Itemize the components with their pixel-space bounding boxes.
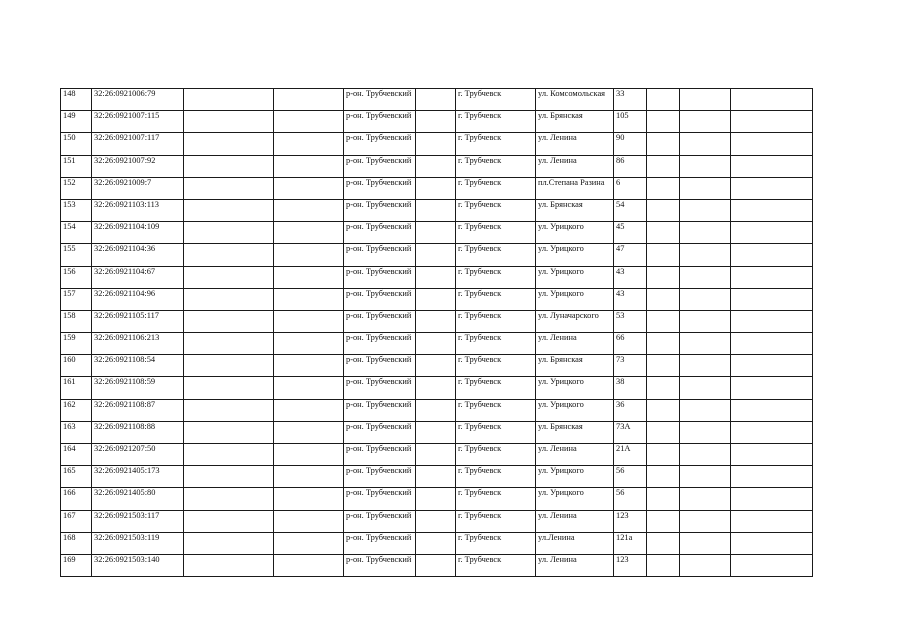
empty-cell — [274, 466, 344, 488]
cadastral-number-cell: 32:26:0921105:117 — [92, 310, 184, 332]
empty-cell — [274, 244, 344, 266]
district-cell: р-он. Трубчевский — [344, 199, 416, 221]
table-row — [61, 266, 813, 288]
cadastral-number-cell: 32:26:0921108:87 — [92, 399, 184, 421]
empty-cell — [647, 510, 680, 532]
empty-cell — [184, 355, 274, 377]
empty-cell — [184, 111, 274, 133]
house-number-cell: 56 — [614, 466, 647, 488]
empty-cell — [680, 510, 731, 532]
table-row — [61, 155, 813, 177]
table-row — [61, 111, 813, 133]
empty-cell — [647, 89, 680, 111]
house-number-cell: 47 — [614, 244, 647, 266]
cadastral-number-cell: 32:26:0921009:7 — [92, 177, 184, 199]
table-row — [61, 310, 813, 332]
street-cell: ул. Урицкого — [536, 288, 614, 310]
empty-cell — [184, 199, 274, 221]
empty-cell — [647, 421, 680, 443]
empty-cell — [731, 266, 813, 288]
empty-cell — [647, 333, 680, 355]
cadastral-number-cell: 32:26:0921503:119 — [92, 532, 184, 554]
city-cell: г. Трубчевск — [456, 111, 536, 133]
cadastral-number-cell: 32:26:0921104:96 — [92, 288, 184, 310]
empty-cell — [647, 288, 680, 310]
city-cell: г. Трубчевск — [456, 444, 536, 466]
empty-cell — [184, 532, 274, 554]
cadastral-number-cell: 32:26:0921007:117 — [92, 133, 184, 155]
empty-cell — [731, 133, 813, 155]
empty-cell — [416, 488, 456, 510]
table-row — [61, 421, 813, 443]
district-cell: р-он. Трубчевский — [344, 310, 416, 332]
cadastral-number-cell: 32:26:0921405:173 — [92, 466, 184, 488]
table-row — [61, 554, 813, 576]
empty-cell — [184, 399, 274, 421]
district-cell: р-он. Трубчевский — [344, 333, 416, 355]
district-cell: р-он. Трубчевский — [344, 466, 416, 488]
empty-cell — [680, 310, 731, 332]
city-cell: г. Трубчевск — [456, 554, 536, 576]
house-number-cell: 45 — [614, 222, 647, 244]
district-cell: р-он. Трубчевский — [344, 377, 416, 399]
table-row — [61, 89, 813, 111]
empty-cell — [416, 421, 456, 443]
house-number-cell: 53 — [614, 310, 647, 332]
house-number-cell: 38 — [614, 377, 647, 399]
empty-cell — [731, 89, 813, 111]
house-number-cell: 121а — [614, 532, 647, 554]
city-cell: г. Трубчевск — [456, 466, 536, 488]
empty-cell — [647, 266, 680, 288]
empty-cell — [647, 466, 680, 488]
empty-cell — [647, 488, 680, 510]
empty-cell — [416, 554, 456, 576]
house-number-cell: 21А — [614, 444, 647, 466]
house-number-cell: 123 — [614, 554, 647, 576]
empty-cell — [416, 133, 456, 155]
street-cell: ул. Урицкого — [536, 466, 614, 488]
house-number-cell: 123 — [614, 510, 647, 532]
city-cell: г. Трубчевск — [456, 399, 536, 421]
street-cell: ул. Урицкого — [536, 399, 614, 421]
empty-cell — [416, 199, 456, 221]
empty-cell — [184, 89, 274, 111]
cadastral-number-cell: 32:26:0921006:79 — [92, 89, 184, 111]
empty-cell — [647, 355, 680, 377]
cadastral-number-cell: 32:26:0921108:54 — [92, 355, 184, 377]
empty-cell — [184, 288, 274, 310]
row-number-cell: 166 — [61, 488, 92, 510]
empty-cell — [680, 222, 731, 244]
empty-cell — [647, 244, 680, 266]
empty-cell — [731, 222, 813, 244]
empty-cell — [416, 510, 456, 532]
street-cell: ул. Брянская — [536, 355, 614, 377]
empty-cell — [416, 244, 456, 266]
empty-cell — [274, 288, 344, 310]
row-number-cell: 168 — [61, 532, 92, 554]
empty-cell — [184, 554, 274, 576]
table-row — [61, 133, 813, 155]
empty-cell — [274, 554, 344, 576]
table-row — [61, 244, 813, 266]
table-row — [61, 199, 813, 221]
district-cell: р-он. Трубчевский — [344, 510, 416, 532]
empty-cell — [274, 177, 344, 199]
row-number-cell: 157 — [61, 288, 92, 310]
table-row — [61, 488, 813, 510]
house-number-cell: 66 — [614, 333, 647, 355]
empty-cell — [274, 199, 344, 221]
empty-cell — [274, 532, 344, 554]
district-cell: р-он. Трубчевский — [344, 222, 416, 244]
city-cell: г. Трубчевск — [456, 155, 536, 177]
empty-cell — [680, 111, 731, 133]
empty-cell — [731, 532, 813, 554]
cadastral-number-cell: 32:26:0921405:80 — [92, 488, 184, 510]
row-number-cell: 151 — [61, 155, 92, 177]
district-cell: р-он. Трубчевский — [344, 444, 416, 466]
row-number-cell: 167 — [61, 510, 92, 532]
empty-cell — [416, 266, 456, 288]
empty-cell — [731, 466, 813, 488]
district-cell: р-он. Трубчевский — [344, 532, 416, 554]
district-cell: р-он. Трубчевский — [344, 111, 416, 133]
empty-cell — [416, 532, 456, 554]
house-number-cell: 73А — [614, 421, 647, 443]
street-cell: пл.Степана Разина — [536, 177, 614, 199]
empty-cell — [647, 554, 680, 576]
row-number-cell: 155 — [61, 244, 92, 266]
empty-cell — [680, 554, 731, 576]
empty-cell — [184, 421, 274, 443]
empty-cell — [680, 288, 731, 310]
row-number-cell: 149 — [61, 111, 92, 133]
street-cell: ул. Брянская — [536, 111, 614, 133]
house-number-cell: 6 — [614, 177, 647, 199]
empty-cell — [274, 421, 344, 443]
table-row — [61, 177, 813, 199]
empty-cell — [184, 488, 274, 510]
district-cell: р-он. Трубчевский — [344, 421, 416, 443]
empty-cell — [184, 133, 274, 155]
empty-cell — [680, 199, 731, 221]
street-cell: ул. Урицкого — [536, 488, 614, 510]
street-cell: ул. Ленина — [536, 133, 614, 155]
row-number-cell: 165 — [61, 466, 92, 488]
empty-cell — [680, 444, 731, 466]
cadastral-number-cell: 32:26:0921103:113 — [92, 199, 184, 221]
cadastral-number-cell: 32:26:0921503:140 — [92, 554, 184, 576]
city-cell: г. Трубчевск — [456, 244, 536, 266]
city-cell: г. Трубчевск — [456, 377, 536, 399]
empty-cell — [731, 199, 813, 221]
empty-cell — [647, 222, 680, 244]
empty-cell — [416, 89, 456, 111]
empty-cell — [680, 421, 731, 443]
empty-cell — [680, 333, 731, 355]
empty-cell — [680, 488, 731, 510]
empty-cell — [680, 155, 731, 177]
empty-cell — [731, 554, 813, 576]
empty-cell — [184, 444, 274, 466]
district-cell: р-он. Трубчевский — [344, 399, 416, 421]
city-cell: г. Трубчевск — [456, 177, 536, 199]
empty-cell — [647, 310, 680, 332]
row-number-cell: 164 — [61, 444, 92, 466]
empty-cell — [680, 244, 731, 266]
empty-cell — [416, 155, 456, 177]
cadastral-number-cell: 32:26:0921104:109 — [92, 222, 184, 244]
table-row — [61, 532, 813, 554]
empty-cell — [274, 133, 344, 155]
empty-cell — [680, 355, 731, 377]
empty-cell — [731, 244, 813, 266]
city-cell: г. Трубчевск — [456, 288, 536, 310]
row-number-cell: 154 — [61, 222, 92, 244]
row-number-cell: 161 — [61, 377, 92, 399]
empty-cell — [731, 421, 813, 443]
empty-cell — [274, 377, 344, 399]
district-cell: р-он. Трубчевский — [344, 266, 416, 288]
street-cell: ул. Луначарского — [536, 310, 614, 332]
street-cell: ул.Ленина — [536, 532, 614, 554]
district-cell: р-он. Трубчевский — [344, 355, 416, 377]
property-register-table — [60, 88, 813, 577]
empty-cell — [680, 133, 731, 155]
city-cell: г. Трубчевск — [456, 510, 536, 532]
empty-cell — [184, 510, 274, 532]
row-number-cell: 148 — [61, 89, 92, 111]
cadastral-number-cell: 32:26:0921108:59 — [92, 377, 184, 399]
empty-cell — [647, 399, 680, 421]
street-cell: ул. Брянская — [536, 199, 614, 221]
table-body — [61, 89, 813, 577]
empty-cell — [274, 222, 344, 244]
row-number-cell: 163 — [61, 421, 92, 443]
house-number-cell: 54 — [614, 199, 647, 221]
street-cell: ул. Ленина — [536, 444, 614, 466]
empty-cell — [647, 177, 680, 199]
house-number-cell: 43 — [614, 266, 647, 288]
cadastral-number-cell: 32:26:0921007:92 — [92, 155, 184, 177]
district-cell: р-он. Трубчевский — [344, 488, 416, 510]
cadastral-number-cell: 32:26:0921503:117 — [92, 510, 184, 532]
row-number-cell: 162 — [61, 399, 92, 421]
empty-cell — [680, 532, 731, 554]
empty-cell — [184, 466, 274, 488]
street-cell: ул. Ленина — [536, 333, 614, 355]
house-number-cell: 43 — [614, 288, 647, 310]
cadastral-number-cell: 32:26:0921007:115 — [92, 111, 184, 133]
empty-cell — [274, 89, 344, 111]
street-cell: ул. Ленина — [536, 554, 614, 576]
empty-cell — [416, 377, 456, 399]
district-cell: р-он. Трубчевский — [344, 244, 416, 266]
district-cell: р-он. Трубчевский — [344, 133, 416, 155]
empty-cell — [647, 155, 680, 177]
table-row — [61, 377, 813, 399]
table-row — [61, 222, 813, 244]
empty-cell — [274, 111, 344, 133]
city-cell: г. Трубчевск — [456, 488, 536, 510]
empty-cell — [680, 177, 731, 199]
empty-cell — [647, 199, 680, 221]
city-cell: г. Трубчевск — [456, 532, 536, 554]
house-number-cell: 73 — [614, 355, 647, 377]
empty-cell — [731, 399, 813, 421]
empty-cell — [184, 177, 274, 199]
empty-cell — [680, 399, 731, 421]
district-cell: р-он. Трубчевский — [344, 155, 416, 177]
empty-cell — [647, 444, 680, 466]
house-number-cell: 56 — [614, 488, 647, 510]
empty-cell — [416, 222, 456, 244]
row-number-cell: 159 — [61, 333, 92, 355]
street-cell: ул. Ленина — [536, 510, 614, 532]
house-number-cell: 36 — [614, 399, 647, 421]
empty-cell — [416, 399, 456, 421]
empty-cell — [416, 444, 456, 466]
row-number-cell: 169 — [61, 554, 92, 576]
empty-cell — [731, 333, 813, 355]
empty-cell — [731, 377, 813, 399]
district-cell: р-он. Трубчевский — [344, 177, 416, 199]
empty-cell — [184, 155, 274, 177]
empty-cell — [647, 532, 680, 554]
empty-cell — [647, 111, 680, 133]
empty-cell — [731, 444, 813, 466]
empty-cell — [184, 266, 274, 288]
empty-cell — [184, 244, 274, 266]
street-cell: ул. Комсомольская — [536, 89, 614, 111]
row-number-cell: 152 — [61, 177, 92, 199]
street-cell: ул. Урицкого — [536, 222, 614, 244]
empty-cell — [647, 133, 680, 155]
house-number-cell: 105 — [614, 111, 647, 133]
empty-cell — [680, 89, 731, 111]
cadastral-number-cell: 32:26:0921104:36 — [92, 244, 184, 266]
empty-cell — [680, 266, 731, 288]
street-cell: ул. Брянская — [536, 421, 614, 443]
city-cell: г. Трубчевск — [456, 222, 536, 244]
empty-cell — [274, 399, 344, 421]
empty-cell — [274, 488, 344, 510]
house-number-cell: 86 — [614, 155, 647, 177]
cadastral-number-cell: 32:26:0921207:50 — [92, 444, 184, 466]
empty-cell — [731, 155, 813, 177]
table-row — [61, 399, 813, 421]
empty-cell — [416, 111, 456, 133]
table-row — [61, 444, 813, 466]
city-cell: г. Трубчевск — [456, 266, 536, 288]
city-cell: г. Трубчевск — [456, 310, 536, 332]
row-number-cell: 156 — [61, 266, 92, 288]
street-cell: ул. Ленина — [536, 155, 614, 177]
street-cell: ул. Урицкого — [536, 244, 614, 266]
empty-cell — [731, 488, 813, 510]
city-cell: г. Трубчевск — [456, 89, 536, 111]
street-cell: ул. Урицкого — [536, 266, 614, 288]
empty-cell — [731, 111, 813, 133]
city-cell: г. Трубчевск — [456, 333, 536, 355]
row-number-cell: 153 — [61, 199, 92, 221]
empty-cell — [274, 310, 344, 332]
city-cell: г. Трубчевск — [456, 355, 536, 377]
empty-cell — [274, 444, 344, 466]
empty-cell — [731, 288, 813, 310]
empty-cell — [416, 333, 456, 355]
cadastral-number-cell: 32:26:0921104:67 — [92, 266, 184, 288]
empty-cell — [184, 222, 274, 244]
empty-cell — [274, 266, 344, 288]
empty-cell — [274, 355, 344, 377]
empty-cell — [731, 310, 813, 332]
district-cell: р-он. Трубчевский — [344, 89, 416, 111]
empty-cell — [416, 177, 456, 199]
table-row — [61, 333, 813, 355]
empty-cell — [274, 333, 344, 355]
empty-cell — [184, 377, 274, 399]
house-number-cell: 90 — [614, 133, 647, 155]
empty-cell — [416, 466, 456, 488]
empty-cell — [416, 310, 456, 332]
cadastral-number-cell: 32:26:0921108:88 — [92, 421, 184, 443]
row-number-cell: 158 — [61, 310, 92, 332]
row-number-cell: 150 — [61, 133, 92, 155]
district-cell: р-он. Трубчевский — [344, 288, 416, 310]
empty-cell — [680, 377, 731, 399]
row-number-cell: 160 — [61, 355, 92, 377]
city-cell: г. Трубчевск — [456, 133, 536, 155]
empty-cell — [184, 310, 274, 332]
empty-cell — [184, 333, 274, 355]
empty-cell — [274, 155, 344, 177]
street-cell: ул. Урицкого — [536, 377, 614, 399]
empty-cell — [731, 510, 813, 532]
empty-cell — [416, 355, 456, 377]
district-cell: р-он. Трубчевский — [344, 554, 416, 576]
empty-cell — [731, 177, 813, 199]
table-row — [61, 466, 813, 488]
city-cell: г. Трубчевск — [456, 199, 536, 221]
house-number-cell: 33 — [614, 89, 647, 111]
table-row — [61, 288, 813, 310]
empty-cell — [416, 288, 456, 310]
table-row — [61, 355, 813, 377]
empty-cell — [680, 466, 731, 488]
empty-cell — [274, 510, 344, 532]
empty-cell — [647, 377, 680, 399]
empty-cell — [731, 355, 813, 377]
table-row — [61, 510, 813, 532]
city-cell: г. Трубчевск — [456, 421, 536, 443]
cadastral-number-cell: 32:26:0921106:213 — [92, 333, 184, 355]
